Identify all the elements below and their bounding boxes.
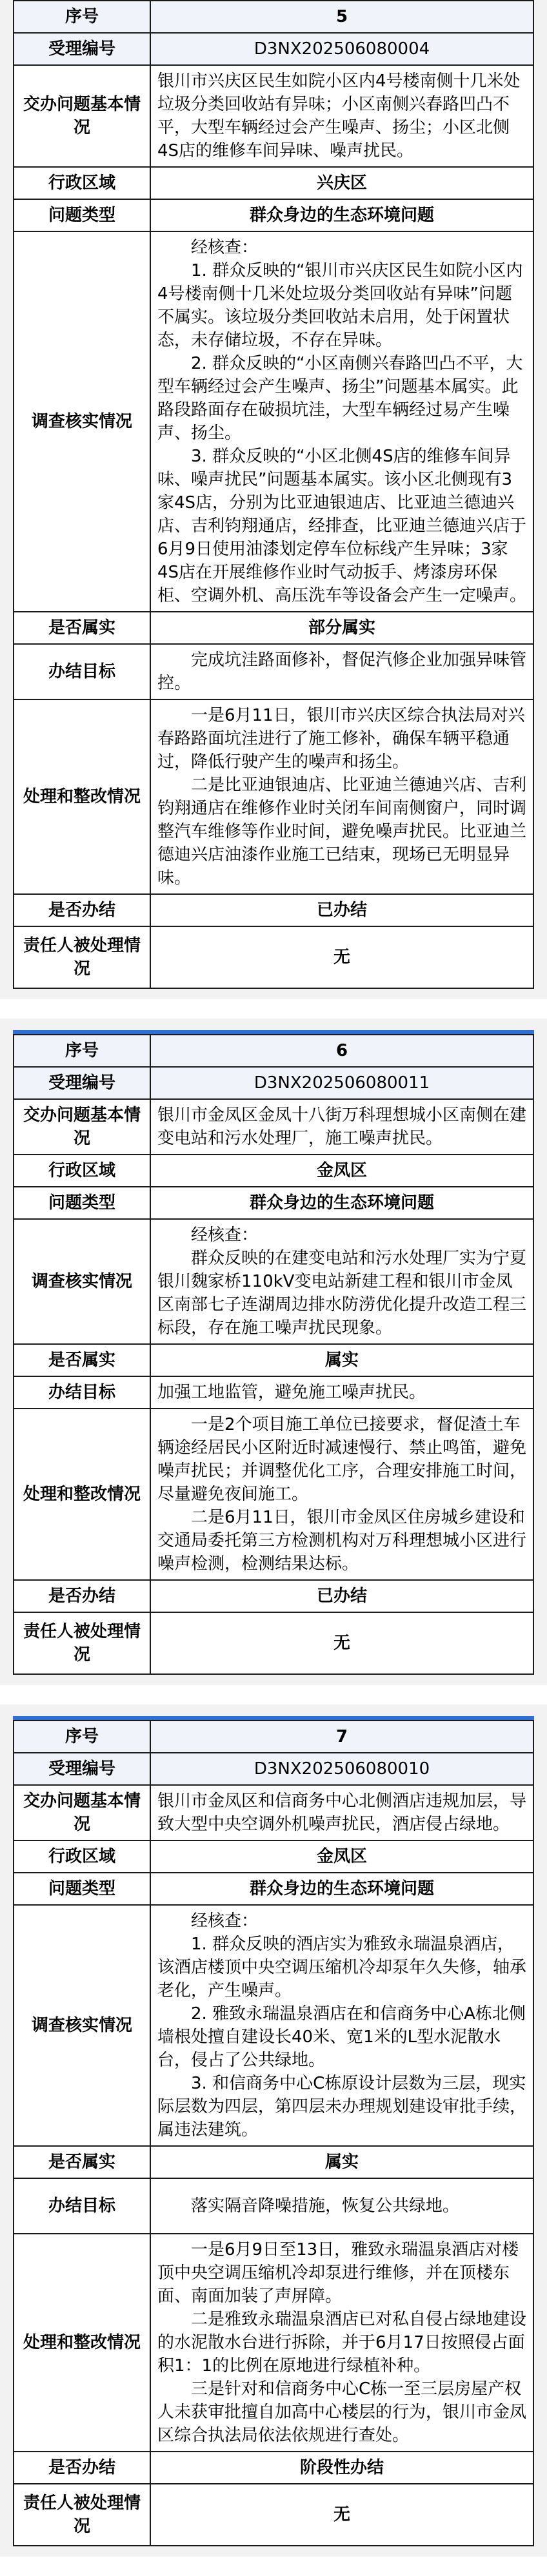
- value-accept-no: D3NX202506080011: [150, 1067, 533, 1099]
- row-seq: [14, 1721, 533, 1753]
- row-type: [14, 1873, 533, 1905]
- label-district: 行政区域: [14, 1840, 150, 1873]
- value-district: 兴庆区: [150, 167, 533, 199]
- value-responsible: 无: [150, 926, 533, 988]
- row-type: [14, 199, 533, 231]
- value-type: 群众身边的生态环境问题: [150, 1873, 533, 1905]
- value-verified: 属实: [150, 2146, 533, 2178]
- label-investigation: 调查核实情况: [14, 1905, 150, 2146]
- investigation-para: 群众反映的在建变电站和污水处理厂实为宁夏银川魏家桥110kV变电站新建工程和银川市金凤区南部七子连湖周边排水防涝优化提升改造工程三标段，存在施工噪声扰民现象。: [157, 1249, 527, 1338]
- label-accept-no: 受理编号: [14, 1753, 150, 1785]
- value-rectification: [150, 699, 533, 894]
- row-accept-no: [14, 33, 533, 65]
- row-investigation: [14, 1219, 533, 1344]
- row-verified: [14, 612, 533, 644]
- row-closed: [14, 2452, 533, 2484]
- value-verified: 属实: [150, 1344, 533, 1376]
- value-investigation: [150, 231, 533, 612]
- label-accept-no: 受理编号: [14, 33, 150, 65]
- label-rectification: 处理和整改情况: [14, 2234, 150, 2452]
- record-card-5: [0, 0, 547, 999]
- row-issue: [14, 1099, 533, 1155]
- value-issue: 银川市兴庆区民生如院小区内4号楼南侧十几米处垃圾分类回收站有异味；小区南侧兴春路凹凸不平，大型车辆经过会产生噪声、扬尘；小区北侧4S店的维修车间异味、噪声扰民。: [150, 65, 533, 167]
- value-closed: 已办结: [150, 894, 533, 926]
- investigation-para: 2. 群众反映的“小区南侧兴春路凹凸不平，大型车辆经过会产生噪声、扬尘”问题基本属实。此路段路面存在破损坑洼，大型车辆经过易产生噪声、扬尘。: [157, 354, 523, 443]
- row-accept-no: [14, 1067, 533, 1099]
- label-responsible: 责任人被处理情况: [14, 2484, 150, 2546]
- record-card-7: [0, 1704, 547, 2557]
- value-closed: 已办结: [150, 1580, 533, 1612]
- row-responsible: [14, 926, 533, 988]
- value-goal: 加强工地监管，避免施工噪声扰民。: [150, 1376, 533, 1409]
- goal-text: 完成坑洼路面修补，督促汽修企业加强异味管控。: [157, 650, 527, 693]
- investigation-para: 经核查：: [191, 1225, 259, 1245]
- label-seq: 序号: [14, 1721, 150, 1753]
- row-rectification: [14, 699, 533, 894]
- label-goal: 办结目标: [14, 2178, 150, 2234]
- label-rectification: 处理和整改情况: [14, 1409, 150, 1580]
- value-closed: 阶段性办结: [150, 2452, 533, 2484]
- label-goal: 办结目标: [14, 644, 150, 699]
- label-district: 行政区域: [14, 1155, 150, 1187]
- label-verified: 是否属实: [14, 612, 150, 644]
- value-issue: 银川市金凤区和信商务中心北侧酒店违规加层，导致大型中央空调外机噪声扰民，酒店侵占绿地。: [150, 1785, 533, 1840]
- row-seq: [14, 1035, 533, 1067]
- row-seq: [14, 1, 533, 33]
- row-district: [14, 1840, 533, 1873]
- row-responsible: [14, 1612, 533, 1674]
- rectification-para: 二是比亚迪银迪店、比亚迪兰德迪兴店、吉利钧翔通店在维修作业时关闭车间南侧窗户，同时调整汽车维修等作业时间，避免噪声扰民。比亚迪兰德迪兴店油漆作业施工已结束，现场已无明显异味。: [157, 776, 527, 888]
- row-investigation: [14, 1905, 533, 2146]
- value-goal: [150, 2178, 533, 2234]
- row-district: [14, 1155, 533, 1187]
- label-closed: 是否办结: [14, 1580, 150, 1612]
- rectification-para: 一是6月11日，银川市兴庆区综合执法局对兴春路路面坑洼进行了施工修补，确保车辆平稳通过，降低行驶产生的噪声和扬尘。: [157, 706, 525, 772]
- value-type: 群众身边的生态环境问题: [150, 199, 533, 231]
- value-investigation: [150, 1905, 533, 2146]
- label-type: 问题类型: [14, 199, 150, 231]
- label-district: 行政区域: [14, 167, 150, 199]
- value-responsible: 无: [150, 1612, 533, 1674]
- rectification-para: 一是6月9日至13日，雅致永瑞温泉酒店对楼顶中央空调压缩机冷却泵进行维修，并在顶楼东面、南面加装了声屏障。: [157, 2240, 519, 2306]
- record-card-6: [0, 1019, 547, 1685]
- value-district: 金凤区: [150, 1840, 533, 1873]
- row-goal: [14, 2178, 533, 2234]
- rectification-para: 二是6月11日，银川市金凤区住房城乡建设和交通局委托第三方检测机构对万科理想城小区进行噪声检测，检测结果达标。: [157, 1508, 527, 1574]
- label-verified: 是否属实: [14, 1344, 150, 1376]
- row-accept-no: [14, 1753, 533, 1785]
- record-table: [13, 0, 534, 989]
- rectification-para: 一是2个项目施工单位已接要求，督促渣土车辆途经居民小区附近时减速慢行、禁止鸣笛，避免噪声扰民；并调整优化工序，合理安排施工时间，尽量避免夜间施工。: [157, 1415, 527, 1504]
- row-district: [14, 167, 533, 199]
- row-type: [14, 1187, 533, 1219]
- investigation-para: 2. 雅致永瑞温泉酒店在和信商务中心A栋北侧墙根处擅自建设长40米、宽1米的L型水泥散水台，侵占了公共绿地。: [157, 2004, 526, 2070]
- label-responsible: 责任人被处理情况: [14, 926, 150, 988]
- value-rectification: [150, 2234, 533, 2452]
- value-seq: 6: [150, 1035, 533, 1067]
- value-seq: 5: [150, 1, 533, 33]
- row-closed: [14, 894, 533, 926]
- record-table: [13, 1034, 534, 1675]
- row-issue: [14, 65, 533, 167]
- investigation-para: 3. 群众反映的“小区北侧4S店的维修车间异味、噪声扰民”问题基本属实。该小区北侧现有3家4S店，分别为比亚迪银迪店、比亚迪兰德迪兴店、吉利钧翔通店，经排查，比亚迪兰德迪兴店于6月9日使用油漆划定停车位标线产生异味；3家4S店在开展维修作业时气动扳手、烤漆房环保柜、空调外机、高压洗车等设备会产生一定噪声。: [157, 447, 527, 605]
- label-closed: 是否办结: [14, 2452, 150, 2484]
- investigation-para: 1. 群众反映的“银川市兴庆区民生如院小区内4号楼南侧十几米处垃圾分类回收站有异味”问题不属实。该垃圾分类回收站未启用，处于闲置状态，未存储垃圾，不存在异味。: [157, 261, 523, 350]
- label-rectification: 处理和整改情况: [14, 699, 150, 894]
- label-seq: 序号: [14, 1, 150, 33]
- label-issue: 交办问题基本情况: [14, 65, 150, 167]
- row-rectification: [14, 1409, 533, 1580]
- label-seq: 序号: [14, 1035, 150, 1067]
- rectification-para: 二是雅致永瑞温泉酒店已对私自侵占绿地建设的水泥散水台进行拆除，并于6月17日按照侵占面积1：1的比例在原地进行绿植补种。: [157, 2310, 527, 2376]
- row-closed: [14, 1580, 533, 1612]
- row-verified: [14, 2146, 533, 2178]
- row-goal: [14, 1376, 533, 1409]
- label-goal: 办结目标: [14, 1376, 150, 1409]
- row-issue: [14, 1785, 533, 1840]
- value-accept-no: D3NX202506080004: [150, 33, 533, 65]
- label-responsible: 责任人被处理情况: [14, 1612, 150, 1674]
- investigation-para: 3. 和信商务中心C栋原设计层数为三层，现实际层数为四层，第四层未办理规划建设审批手续，属违法建筑。: [157, 2074, 527, 2140]
- value-district: 金凤区: [150, 1155, 533, 1187]
- row-verified: [14, 1344, 533, 1376]
- label-type: 问题类型: [14, 1187, 150, 1219]
- row-rectification: [14, 2234, 533, 2452]
- label-issue: 交办问题基本情况: [14, 1785, 150, 1840]
- row-investigation: [14, 231, 533, 612]
- value-investigation: [150, 1219, 533, 1344]
- value-goal: [150, 644, 533, 699]
- value-type: 群众身边的生态环境问题: [150, 1187, 533, 1219]
- value-verified: 部分属实: [150, 612, 533, 644]
- label-investigation: 调查核实情况: [14, 231, 150, 612]
- rectification-para: 三是针对和信商务中心C栋一至三层房屋产权人未获审批擅自加高中心楼层的行为，银川市金凤区综合执法局依法依规进行查处。: [157, 2379, 527, 2445]
- row-goal: [14, 644, 533, 699]
- value-responsible: 无: [150, 2484, 533, 2546]
- investigation-para: 经核查：: [191, 1911, 259, 1931]
- value-accept-no: D3NX202506080010: [150, 1753, 533, 1785]
- goal-text: 落实隔音降噪措施，恢复公共绿地。: [191, 2196, 460, 2216]
- label-accept-no: 受理编号: [14, 1067, 150, 1099]
- investigation-para: 经核查：: [191, 238, 259, 257]
- label-investigation: 调查核实情况: [14, 1219, 150, 1344]
- value-issue: 银川市金凤区金凤十八街万科理想城小区南侧在建变电站和污水处理厂，施工噪声扰民。: [150, 1099, 533, 1155]
- label-issue: 交办问题基本情况: [14, 1099, 150, 1155]
- value-rectification: [150, 1409, 533, 1580]
- investigation-para: 1. 群众反映的酒店实为雅致永瑞温泉酒店，该酒店楼顶中央空调压缩机冷却泵年久失修，轴承老化，产生噪声。: [157, 1935, 527, 2000]
- label-type: 问题类型: [14, 1873, 150, 1905]
- label-verified: 是否属实: [14, 2146, 150, 2178]
- label-closed: 是否办结: [14, 894, 150, 926]
- record-table: [13, 1720, 534, 2546]
- row-responsible: [14, 2484, 533, 2546]
- value-seq: 7: [150, 1721, 533, 1753]
